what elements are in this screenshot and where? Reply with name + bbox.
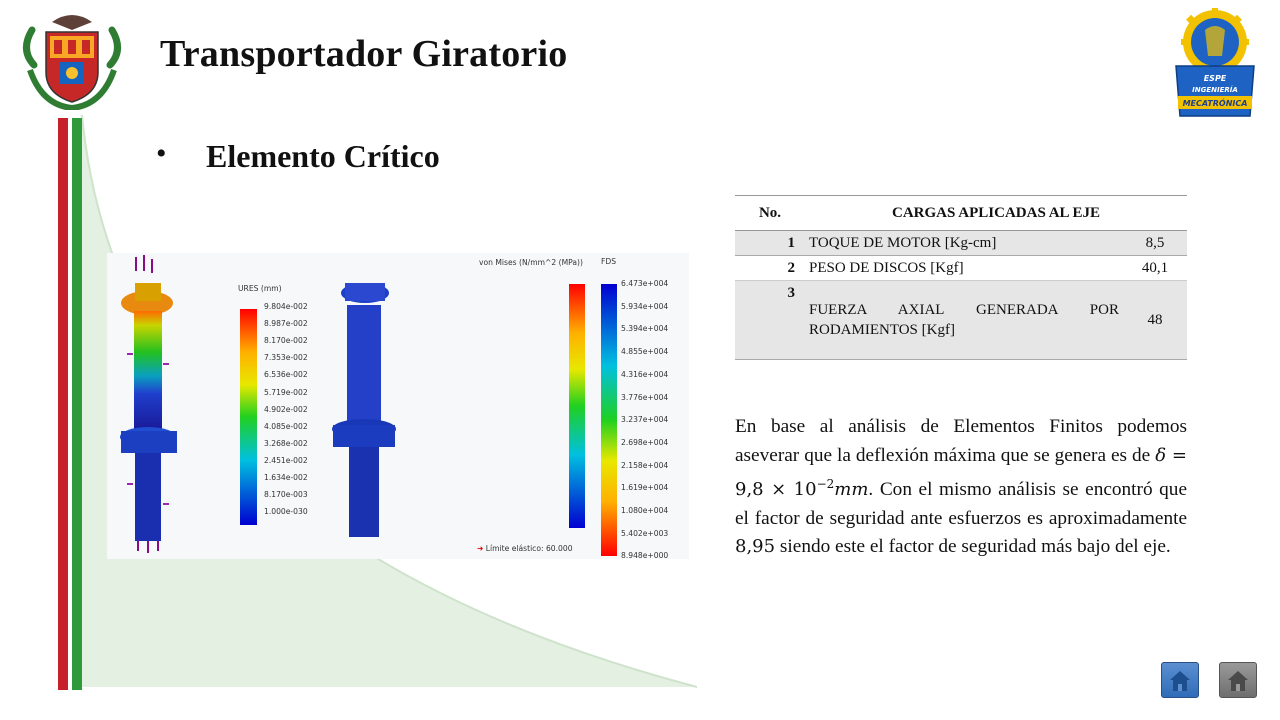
- slide-title: Transportador Giratorio: [160, 33, 568, 75]
- end-button[interactable]: [1219, 662, 1257, 698]
- table-row: [735, 256, 1187, 281]
- ures-tick-label: 9.804e-002: [264, 302, 308, 311]
- home-icon: [1162, 663, 1198, 697]
- table-header-no: No.: [735, 196, 805, 231]
- green-stripe: [72, 118, 82, 690]
- vonmises-shaft-render: [321, 253, 587, 559]
- espe-mecatronica-logo: [1170, 8, 1260, 118]
- ures-legend-title: URES (mm): [238, 284, 282, 293]
- vonmises-colorbar: [569, 284, 587, 528]
- ures-tick-label: 2.451e-002: [264, 455, 308, 465]
- fos-legend-title: FDS: [601, 257, 617, 266]
- vonmises-plot: [321, 253, 587, 559]
- fds-tick-label: 2.698e+004: [621, 437, 669, 447]
- shield-logo: [12, 10, 132, 110]
- fds-tick-label: 3.237e+004: [621, 415, 669, 425]
- ures-tick-label: 5.719e-002: [264, 387, 308, 397]
- table-row: [735, 281, 1187, 360]
- analysis-paragraph: En base al análisis de Elementos Finitos podemos aseverar que la deflexión máxima que se genera es de $\delta = 9,8 \times 10^{-2}mm$. Con el mismo análisis se encontró que el factor de seguridad ante esfuerzos es aproximadamente 8,95 siendo este el factor de seguridad más bajo del eje.: [735, 416, 1188, 558]
- fds-tick-label: 5.394e+004: [621, 324, 669, 334]
- vonmises-legend-title: von Mises (N/mm^2 (MPa)): [479, 258, 583, 267]
- ures-tick-label: 1.634e-002: [264, 473, 308, 482]
- ures-tick-label: 3.268e-002: [264, 438, 308, 448]
- safety-factor-value: 8,95: [735, 536, 776, 558]
- ures-tick-label: 8.987e-002: [264, 319, 308, 329]
- end-icon: [1220, 663, 1256, 697]
- ures-tick-label: 8.170e-002: [264, 336, 308, 346]
- fds-tick-label: 5.934e+004: [621, 301, 669, 311]
- fds-tick-label: 8.948e+000: [621, 551, 669, 561]
- yield-limit-label: ➜ Límite elástico: 60.000: [477, 544, 573, 553]
- ures-tick-label: 4.085e-002: [264, 421, 308, 431]
- svg-text:INGENIERÍA: INGENIERÍA: [1192, 86, 1238, 94]
- displacement-plot: [107, 253, 321, 559]
- red-stripe: [58, 118, 68, 690]
- row-value: 8,5: [1123, 231, 1187, 256]
- ures-tick-label: 6.536e-002: [264, 370, 308, 380]
- ures-tick-label: 4.902e-002: [264, 404, 308, 414]
- row-description: TOQUE DE MOTOR [Kg-cm]: [805, 231, 1123, 256]
- fds-tick-label: 3.776e+004: [621, 392, 669, 402]
- row-value: 48: [1123, 281, 1187, 360]
- fos-colorbar: [601, 284, 619, 556]
- fds-tick-label: 4.855e+004: [621, 347, 669, 357]
- home-button[interactable]: [1161, 662, 1199, 698]
- bullet-dot: •: [156, 137, 167, 170]
- table-header-loads: CARGAS APLICADAS AL EJE: [805, 196, 1187, 231]
- row-number: 2: [735, 256, 805, 281]
- ures-tick-label: 1.000e-030: [264, 507, 308, 517]
- fds-tick-label: 1.080e+004: [621, 506, 669, 515]
- row-value: 40,1: [1123, 256, 1187, 281]
- loads-table: [735, 195, 1187, 360]
- svg-text:MECATRÓNICA: MECATRÓNICA: [1182, 99, 1248, 108]
- bullet-heading: Elemento Crítico: [206, 138, 440, 174]
- row-number: 1: [735, 231, 805, 256]
- row-description: FUERZA AXIAL GENERADA POR RODAMIENTOS [Kgf]: [805, 281, 1123, 360]
- fos-plot: [587, 253, 689, 559]
- deflection-formula: $\delta = 9,8 \times 10^{-2}mm$: [735, 444, 1187, 501]
- table-row: [735, 231, 1187, 256]
- fds-tick-label: 5.402e+003: [621, 528, 669, 538]
- fds-tick-label: 1.619e+004: [621, 483, 669, 493]
- row-description: PESO DE DISCOS [Kgf]: [805, 256, 1123, 281]
- row-number: 3: [735, 281, 805, 360]
- ures-tick-label: 8.170e-003: [264, 490, 308, 500]
- svg-text:ESPE: ESPE: [1203, 74, 1227, 83]
- fds-tick-label: 4.316e+004: [621, 369, 669, 379]
- fds-tick-label: 6.473e+004: [621, 279, 669, 288]
- fea-results-image: [107, 253, 689, 559]
- ures-tick-label: 7.353e-002: [264, 353, 308, 363]
- table-header-row: [735, 196, 1187, 231]
- fds-tick-label: 2.158e+004: [621, 460, 669, 470]
